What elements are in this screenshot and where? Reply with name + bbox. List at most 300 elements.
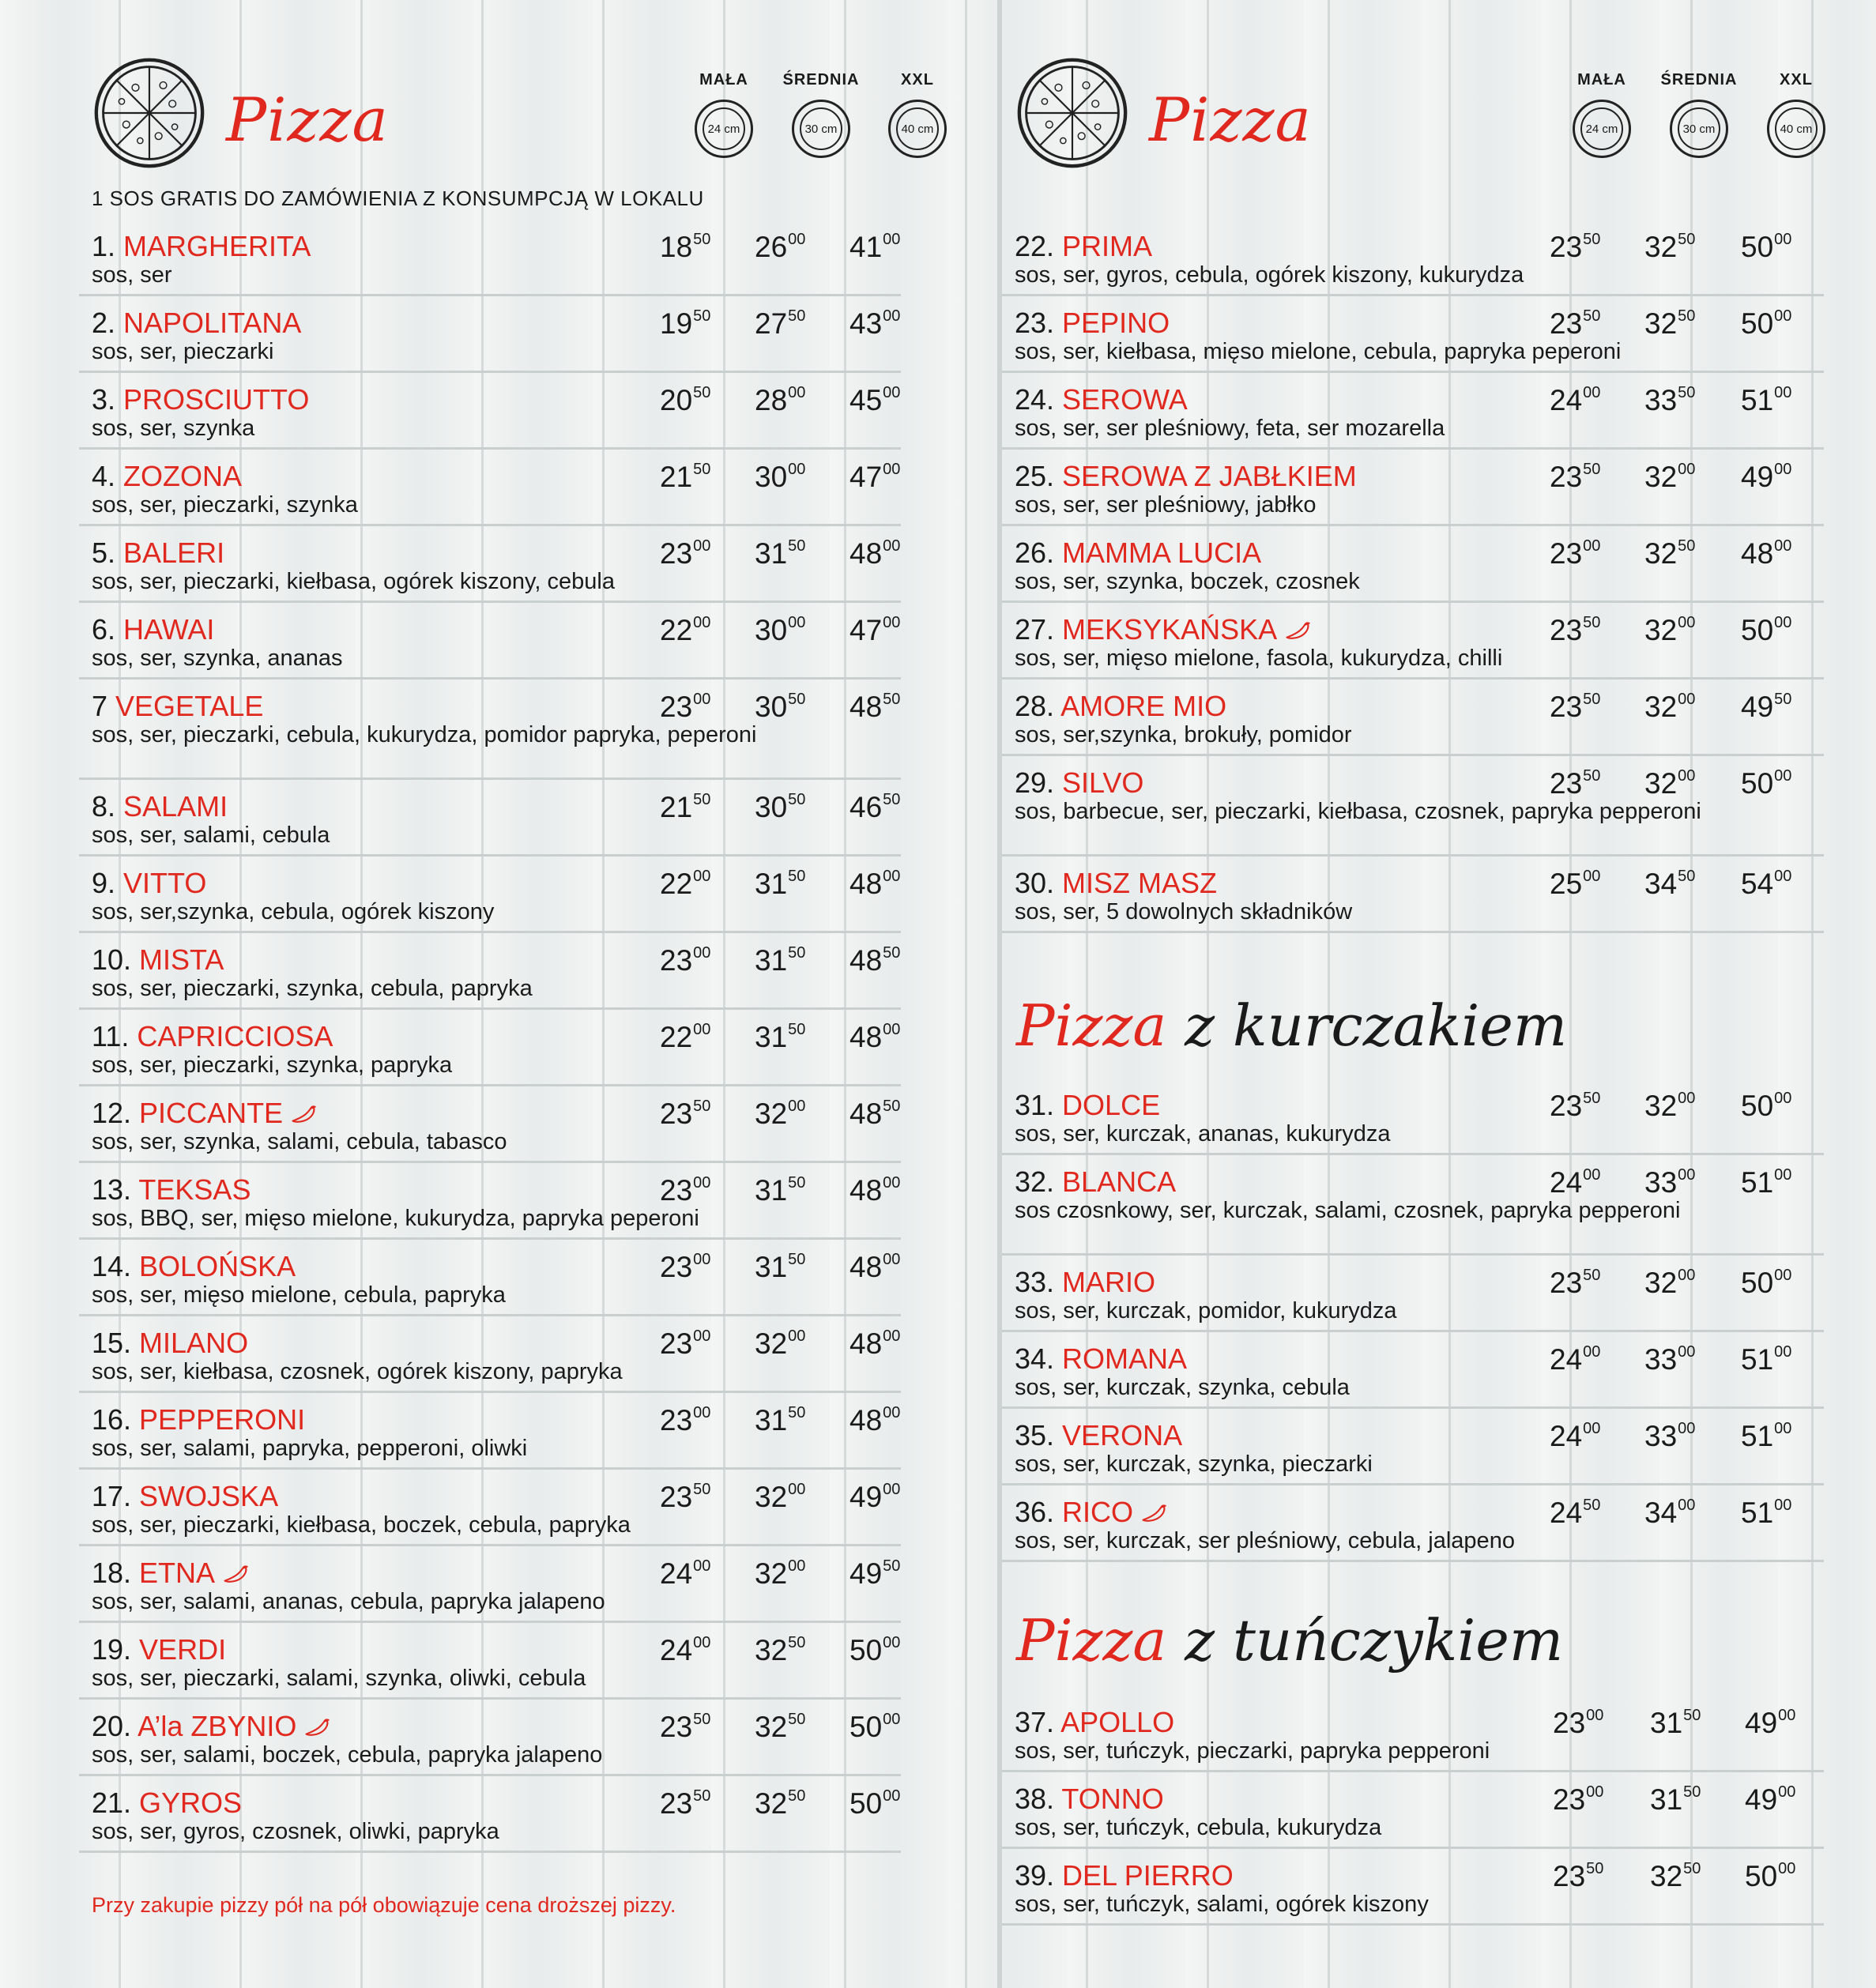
price-whole: 24 [1550, 1497, 1583, 1529]
item-ingredients: sos, ser, mięso mielone, cebula, papryka [92, 1282, 506, 1308]
price-small [1553, 1707, 1648, 1740]
price-whole: 51 [1741, 1166, 1774, 1199]
item-number: 2. [92, 307, 124, 339]
price-whole: 47 [849, 614, 883, 646]
price-medium [755, 1251, 849, 1284]
item-number: 20. [92, 1710, 138, 1742]
price-cents: 50 [883, 1098, 901, 1115]
price-xxl [1741, 614, 1836, 647]
price-cents: 00 [1774, 1420, 1792, 1437]
price-xxl [1741, 767, 1836, 800]
section-title-black: z tuńczykiem [1185, 1607, 1564, 1674]
item-ingredients: sos czosnkowy, ser, kurczak, salami, czosnek, papryka pepperoni [1015, 1198, 1681, 1223]
item-number: 35. [1015, 1419, 1063, 1451]
price-whole: 23 [660, 1327, 693, 1360]
size-circle-icon [695, 100, 753, 158]
price-cents: 50 [693, 1787, 711, 1805]
item-name: PEPINO [1062, 307, 1170, 339]
price-xxl [1745, 1707, 1840, 1740]
price-cents: 50 [788, 791, 806, 808]
price-small [660, 944, 755, 977]
price-cents: 50 [1583, 1497, 1601, 1514]
item-name: HAWAI [123, 613, 215, 646]
menu-item-row [79, 780, 901, 857]
price-whole: 30 [755, 691, 788, 723]
price-xxl [849, 1481, 944, 1514]
price-cents: 50 [1683, 1783, 1701, 1801]
price-cents: 00 [1586, 1707, 1604, 1724]
price-medium [1650, 1860, 1745, 1893]
item-title [1015, 766, 1143, 800]
size-circle-icon [888, 100, 947, 158]
price-cents: 00 [1778, 1707, 1796, 1724]
item-number: 3. [92, 383, 124, 416]
menu-item-row [1002, 220, 1824, 296]
price-small [660, 1098, 755, 1131]
price-whole: 30 [755, 614, 788, 646]
price-cents: 00 [1583, 868, 1601, 885]
price-xxl [849, 791, 944, 824]
price-xxl [849, 944, 944, 977]
price-whole: 51 [1741, 384, 1774, 416]
price-small [1550, 868, 1644, 901]
price-cents: 00 [1774, 537, 1792, 555]
item-ingredients: sos, ser, ser pleśniowy, jabłko [1015, 492, 1317, 518]
menu-item-row [1002, 1772, 1824, 1849]
item-ingredients: sos, ser, pieczarki, salami, szynka, oliwki, cebula [92, 1666, 586, 1691]
price-whole: 23 [1553, 1860, 1586, 1892]
price-xxl [849, 1098, 944, 1131]
item-name: PEPPERONI [139, 1403, 306, 1436]
price-whole: 31 [755, 1404, 788, 1436]
price-whole: 24 [1550, 1343, 1583, 1376]
price-whole: 32 [1644, 1090, 1678, 1122]
item-ingredients: sos, ser, tuńczyk, cebula, kukurydza [1015, 1815, 1382, 1840]
price-whole: 30 [755, 791, 788, 823]
item-name: VEGETALE [115, 690, 264, 722]
price-xxl [1745, 1783, 1840, 1817]
brand-title: Pizza [1149, 85, 1312, 155]
price-whole: 23 [660, 537, 693, 570]
price-whole: 32 [755, 1787, 788, 1820]
price-cents: 00 [1774, 868, 1792, 885]
price-small [1550, 1090, 1644, 1123]
price-whole: 23 [1550, 1267, 1583, 1299]
item-name: A’la ZBYNIO [137, 1710, 297, 1742]
price-cents: 00 [883, 384, 901, 401]
price-whole: 50 [1741, 614, 1774, 646]
item-number: 26. [1015, 537, 1063, 569]
price-cents: 50 [1586, 1860, 1604, 1877]
item-title [92, 1019, 333, 1053]
price-whole: 32 [755, 1327, 788, 1360]
pizza-icon [92, 55, 207, 171]
item-number: 10. [92, 943, 140, 976]
price-whole: 50 [1741, 231, 1774, 263]
item-title [92, 229, 311, 263]
item-title [92, 612, 214, 646]
size-circle-icon [1670, 100, 1728, 158]
price-cents: 50 [788, 868, 806, 885]
price-cents: 00 [1678, 691, 1696, 708]
item-name: SALAMI [123, 790, 228, 823]
price-whole: 18 [660, 231, 693, 263]
item-name: BOLOŃSKA [139, 1250, 296, 1282]
item-ingredients: sos, ser, pieczarki, cebula, kukurydza, pomidor papryka, peperoni [92, 722, 757, 747]
item-number: 36. [1015, 1496, 1063, 1528]
size-diameter: 30 cm [1678, 107, 1720, 150]
size-label: MAŁA [1577, 71, 1626, 88]
price-cents: 00 [788, 1098, 806, 1115]
item-number: 31. [1015, 1089, 1063, 1121]
price-whole: 51 [1741, 1343, 1774, 1376]
item-name: DOLCE [1062, 1089, 1161, 1121]
menu-item-row [1002, 1155, 1824, 1256]
menu-item-row [79, 857, 901, 933]
price-medium [755, 384, 849, 417]
price-cents: 00 [883, 307, 901, 325]
item-name: VITTO [123, 867, 207, 899]
price-whole: 49 [1741, 461, 1774, 493]
item-name: SWOJSKA [139, 1480, 279, 1512]
price-cents: 00 [1774, 1343, 1792, 1361]
price-whole: 51 [1741, 1497, 1774, 1529]
price-cents: 00 [883, 1634, 901, 1651]
item-name: GYROS [139, 1787, 243, 1819]
price-medium [1644, 537, 1739, 570]
size-label: ŚREDNIA [782, 71, 860, 88]
price-whole: 49 [1745, 1707, 1778, 1739]
item-title [92, 689, 263, 723]
size-label: MAŁA [699, 71, 748, 88]
price-small [660, 384, 755, 417]
item-number: 12. [92, 1097, 140, 1129]
price-cents: 00 [1583, 1166, 1601, 1184]
price-cents: 50 [788, 944, 806, 962]
menu-item-row [79, 680, 901, 780]
item-name: PICCANTE [139, 1097, 284, 1129]
price-xxl [1741, 461, 1836, 494]
menu-item-row [1002, 1696, 1824, 1772]
price-cents: 50 [1583, 614, 1601, 631]
price-cents: 00 [788, 1557, 806, 1575]
price-whole: 20 [660, 384, 693, 416]
item-number: 29. [1015, 766, 1063, 799]
price-cents: 00 [1583, 537, 1601, 555]
item-ingredients: sos, ser, kiełbasa, mięso mielone, cebula, papryka peperoni [1015, 339, 1622, 364]
price-cents: 00 [1678, 1267, 1696, 1284]
price-cents: 00 [788, 231, 806, 248]
size-circle-icon [1767, 100, 1825, 158]
price-small [1550, 1166, 1644, 1199]
item-ingredients: sos, ser, kurczak, szynka, cebula [1015, 1375, 1350, 1400]
size-xxl [874, 71, 961, 158]
price-small [1553, 1783, 1648, 1817]
item-ingredients: sos, BBQ, ser, mięso mielone, kukurydza, papryka peperoni [92, 1206, 699, 1231]
price-cents: 50 [883, 944, 901, 962]
item-number: 30. [1015, 867, 1063, 899]
price-cents: 00 [1774, 461, 1792, 478]
size-xxl [1753, 71, 1840, 158]
item-ingredients: sos, ser, pieczarki, kiełbasa, ogórek kiszony, cebula [92, 569, 615, 594]
menu-item-row [1002, 680, 1824, 756]
price-cents: 50 [1678, 384, 1696, 401]
item-number: 39. [1015, 1859, 1063, 1892]
price-cents: 00 [788, 1327, 806, 1345]
price-xxl [1741, 384, 1836, 417]
price-cents: 00 [1583, 1420, 1601, 1437]
item-number: 14. [92, 1250, 140, 1282]
price-xxl [1741, 1090, 1836, 1123]
price-whole: 24 [1550, 384, 1583, 416]
item-ingredients: sos, ser, mięso mielone, fasola, kukurydza, chilli [1015, 646, 1503, 671]
size-diameter: 24 cm [1580, 107, 1623, 150]
price-whole: 49 [1745, 1783, 1778, 1816]
item-title [92, 459, 242, 493]
item-number: 23. [1015, 307, 1063, 339]
item-title [1015, 612, 1312, 646]
price-cents: 50 [1583, 307, 1601, 325]
price-whole: 24 [1550, 1420, 1583, 1452]
price-xxl [849, 1557, 944, 1591]
price-cents: 00 [693, 1327, 711, 1345]
price-medium [755, 791, 849, 824]
price-medium [755, 614, 849, 647]
price-medium [755, 868, 849, 901]
item-name: NAPOLITANA [123, 307, 302, 339]
menu-item-row [1002, 1849, 1824, 1926]
price-small [660, 307, 755, 341]
price-whole: 26 [755, 231, 788, 263]
item-ingredients: sos, ser, szynka, ananas [92, 646, 343, 671]
item-title [1015, 382, 1188, 416]
price-cents: 00 [1774, 1166, 1792, 1184]
price-medium [1644, 1420, 1739, 1453]
menu-item-row [79, 1393, 901, 1470]
price-small [660, 1557, 755, 1591]
size-label: ŚREDNIA [1660, 71, 1738, 88]
item-number: 7 [92, 690, 116, 722]
price-medium [755, 1327, 849, 1361]
price-cents: 00 [1774, 1497, 1792, 1514]
price-whole: 30 [755, 461, 788, 493]
price-small [660, 1404, 755, 1437]
price-whole: 23 [660, 1098, 693, 1130]
price-xxl [849, 1327, 944, 1361]
item-ingredients: sos, ser, szynka, salami, cebula, tabasco [92, 1129, 507, 1154]
price-whole: 33 [1644, 384, 1678, 416]
price-cents: 50 [788, 691, 806, 708]
price-whole: 46 [849, 791, 883, 823]
price-cents: 50 [693, 231, 711, 248]
item-name: DEL PIERRO [1062, 1859, 1234, 1892]
chili-icon [1285, 621, 1312, 642]
price-whole: 32 [1644, 231, 1678, 263]
item-title [1015, 1858, 1234, 1892]
item-title [92, 1403, 305, 1436]
price-small [660, 1021, 755, 1054]
menu-item-row [1002, 373, 1824, 450]
price-whole: 50 [1741, 767, 1774, 800]
item-title [1015, 1782, 1164, 1816]
menu-item-row [1002, 296, 1824, 373]
price-xxl [849, 1787, 944, 1820]
price-xxl [849, 868, 944, 901]
price-whole: 32 [1650, 1860, 1683, 1892]
item-name: TEKSAS [138, 1173, 251, 1206]
item-ingredients: sos, ser, kurczak, ananas, kukurydza [1015, 1121, 1391, 1146]
menu-item-row [1002, 1485, 1824, 1562]
item-number: 5. [92, 537, 124, 569]
item-name: MAMMA LUCIA [1062, 537, 1262, 569]
item-title [92, 1709, 331, 1743]
price-whole: 32 [1644, 307, 1678, 340]
price-cents: 50 [788, 537, 806, 555]
item-name: APOLLO [1060, 1706, 1175, 1738]
item-title [92, 1479, 278, 1513]
price-medium [1644, 384, 1739, 417]
price-small [660, 1711, 755, 1744]
price-xxl [849, 384, 944, 417]
price-whole: 31 [755, 1021, 788, 1053]
item-name: BLANCA [1062, 1165, 1177, 1198]
price-small [660, 537, 755, 570]
menu-item-row [1002, 756, 1824, 857]
item-title [92, 789, 228, 823]
price-medium [1644, 1497, 1739, 1530]
menu-item-row [1002, 603, 1824, 680]
price-whole: 23 [1550, 307, 1583, 340]
price-whole: 23 [1550, 537, 1583, 570]
price-xxl [1745, 1860, 1840, 1893]
item-title [1015, 536, 1261, 570]
item-ingredients: sos, ser, pieczarki, szynka, papryka [92, 1052, 453, 1078]
price-whole: 50 [1741, 1090, 1774, 1122]
price-medium [1644, 691, 1739, 724]
item-title [92, 1096, 318, 1130]
item-name: ETNA [139, 1557, 216, 1589]
item-name: MARGHERITA [123, 230, 311, 262]
price-whole: 24 [660, 1634, 693, 1666]
price-whole: 50 [1741, 1267, 1774, 1299]
price-xxl [849, 691, 944, 724]
price-whole: 48 [849, 944, 883, 977]
price-whole: 23 [660, 1404, 693, 1436]
price-whole: 33 [1644, 1166, 1678, 1199]
price-cents: 00 [1774, 767, 1792, 785]
chili-icon [291, 1105, 318, 1125]
price-cents: 00 [1774, 614, 1792, 631]
menu-item-row [79, 1086, 901, 1163]
price-whole: 50 [1741, 307, 1774, 340]
price-small [660, 1251, 755, 1284]
price-xxl [1741, 1420, 1836, 1453]
price-whole: 50 [849, 1634, 883, 1666]
price-whole: 32 [1644, 1267, 1678, 1299]
item-ingredients: sos, ser, tuńczyk, pieczarki, papryka pepperoni [1015, 1738, 1490, 1764]
pizza-icon [1015, 55, 1130, 171]
price-xxl [849, 1634, 944, 1667]
price-cents: 00 [788, 1481, 806, 1498]
item-ingredients: sos, barbecue, ser, pieczarki, kiełbasa, czosnek, papryka pepperoni [1015, 799, 1701, 824]
price-cents: 00 [883, 614, 901, 631]
price-whole: 31 [755, 1174, 788, 1207]
price-cents: 00 [1678, 614, 1696, 631]
price-cents: 00 [1678, 1090, 1696, 1107]
price-cents: 00 [693, 944, 711, 962]
price-whole: 49 [849, 1557, 883, 1590]
price-whole: 23 [1550, 1090, 1583, 1122]
size-circle-icon [1573, 100, 1631, 158]
price-cents: 00 [1778, 1783, 1796, 1801]
price-cents: 50 [788, 1174, 806, 1192]
item-number: 17. [92, 1480, 140, 1512]
item-name: MARIO [1062, 1266, 1156, 1298]
price-whole: 22 [660, 1021, 693, 1053]
item-number: 37. [1015, 1706, 1061, 1738]
price-medium [755, 537, 849, 570]
menu-item-row [1002, 1079, 1824, 1155]
price-cents: 00 [1774, 384, 1792, 401]
price-cents: 50 [1683, 1860, 1701, 1877]
price-whole: 27 [755, 307, 788, 340]
price-small [660, 231, 755, 264]
price-whole: 32 [755, 1711, 788, 1743]
price-xxl [849, 231, 944, 264]
price-cents: 00 [883, 1251, 901, 1268]
price-medium [1650, 1707, 1745, 1740]
item-title [1015, 229, 1152, 263]
item-ingredients: sos, ser, pieczarki [92, 339, 274, 364]
price-whole: 48 [849, 1021, 883, 1053]
item-title [1015, 1705, 1174, 1739]
size-diameter: 40 cm [896, 107, 939, 150]
item-ingredients: sos, ser, gyros, cebula, ogórek kiszony, kukurydza [1015, 262, 1524, 288]
brand-title: Pizza [226, 85, 389, 155]
price-cents: 50 [1683, 1707, 1701, 1724]
price-cents: 00 [1774, 231, 1792, 248]
menu-item-row [79, 1240, 901, 1316]
menu-item-row [79, 1163, 901, 1240]
menu-item-row [79, 526, 901, 603]
price-cents: 00 [1774, 1090, 1792, 1107]
price-medium [755, 1404, 849, 1437]
price-whole: 32 [755, 1634, 788, 1666]
section-title-black: z kurczakiem [1185, 992, 1568, 1059]
price-whole: 43 [849, 307, 883, 340]
price-whole: 23 [1550, 461, 1583, 493]
item-ingredients: sos, ser, szynka [92, 416, 255, 441]
item-name: SEROWA [1062, 383, 1188, 416]
price-whole: 48 [849, 1098, 883, 1130]
sauce-note: 1 SOS GRATIS DO ZAMÓWIENIA Z KONSUMPCJĄ W LOKALU [92, 186, 704, 210]
item-ingredients: sos, ser,szynka, brokuły, pomidor [1015, 722, 1352, 747]
item-ingredients: sos, ser, pieczarki, kiełbasa, boczek, cebula, papryka [92, 1512, 631, 1538]
price-whole: 49 [849, 1481, 883, 1513]
item-title [1015, 1418, 1182, 1452]
price-xxl [1741, 1497, 1836, 1530]
price-xxl [1741, 307, 1836, 341]
price-small [1550, 307, 1644, 341]
price-whole: 41 [849, 231, 883, 263]
item-title [92, 1786, 242, 1820]
item-title [92, 1556, 250, 1590]
price-small [1550, 1267, 1644, 1300]
price-cents: 50 [883, 691, 901, 708]
price-whole: 48 [1741, 537, 1774, 570]
item-number: 32. [1015, 1165, 1063, 1198]
item-name: MISZ MASZ [1062, 867, 1218, 899]
